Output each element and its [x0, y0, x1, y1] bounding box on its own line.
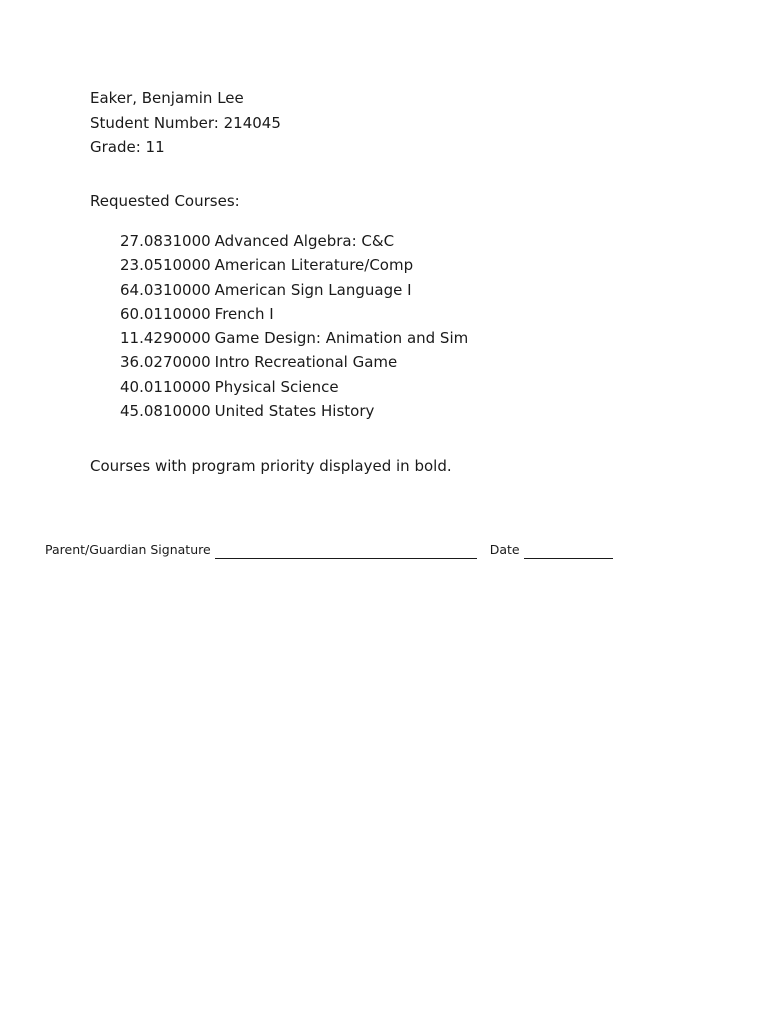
course-item [120, 278, 468, 302]
course-code: 23.0510000 [120, 256, 211, 275]
course-code: 64.0310000 [120, 280, 211, 299]
course-title: Intro Recreational Game [214, 353, 398, 372]
course-item [120, 302, 468, 326]
course-item [120, 253, 468, 277]
course-item [120, 399, 468, 423]
course-title: French I [214, 304, 274, 323]
course-code: 11.4290000 [120, 329, 211, 348]
signature-row [45, 541, 613, 559]
guardian-signature-label: Parent/Guardian Signature [45, 542, 211, 557]
course-title: Game Design: Animation and Sim [214, 329, 469, 348]
course-item [120, 229, 468, 253]
student-name: Eaker, Benjamin Lee [90, 89, 244, 107]
course-code: 36.0270000 [120, 353, 211, 372]
date-line[interactable] [524, 544, 613, 559]
course-title: Advanced Algebra: C&C [214, 232, 395, 250]
course-code: 40.0110000 [120, 377, 211, 396]
course-code: 60.0110000 [120, 304, 211, 323]
student-info [90, 86, 281, 160]
course-item [120, 326, 468, 350]
course-list [120, 229, 468, 423]
date-label: Date [489, 542, 520, 557]
student-grade: Grade: 11 [90, 138, 165, 156]
course-title: United States History [214, 402, 375, 421]
course-title: Physical Science [214, 377, 339, 396]
course-title: American Literature/Comp [214, 256, 414, 275]
course-code: 45.0810000 [120, 402, 211, 421]
guardian-signature-line[interactable] [215, 544, 477, 559]
course-item [120, 350, 468, 374]
course-title: American Sign Language I [214, 280, 412, 299]
requested-courses-heading: Requested Courses: [90, 192, 240, 210]
priority-note: Courses with program priority displayed in bold. [90, 457, 452, 475]
student-number: Student Number: 214045 [90, 113, 281, 132]
course-code: 27.0831000 [120, 232, 211, 250]
course-item [120, 375, 468, 399]
